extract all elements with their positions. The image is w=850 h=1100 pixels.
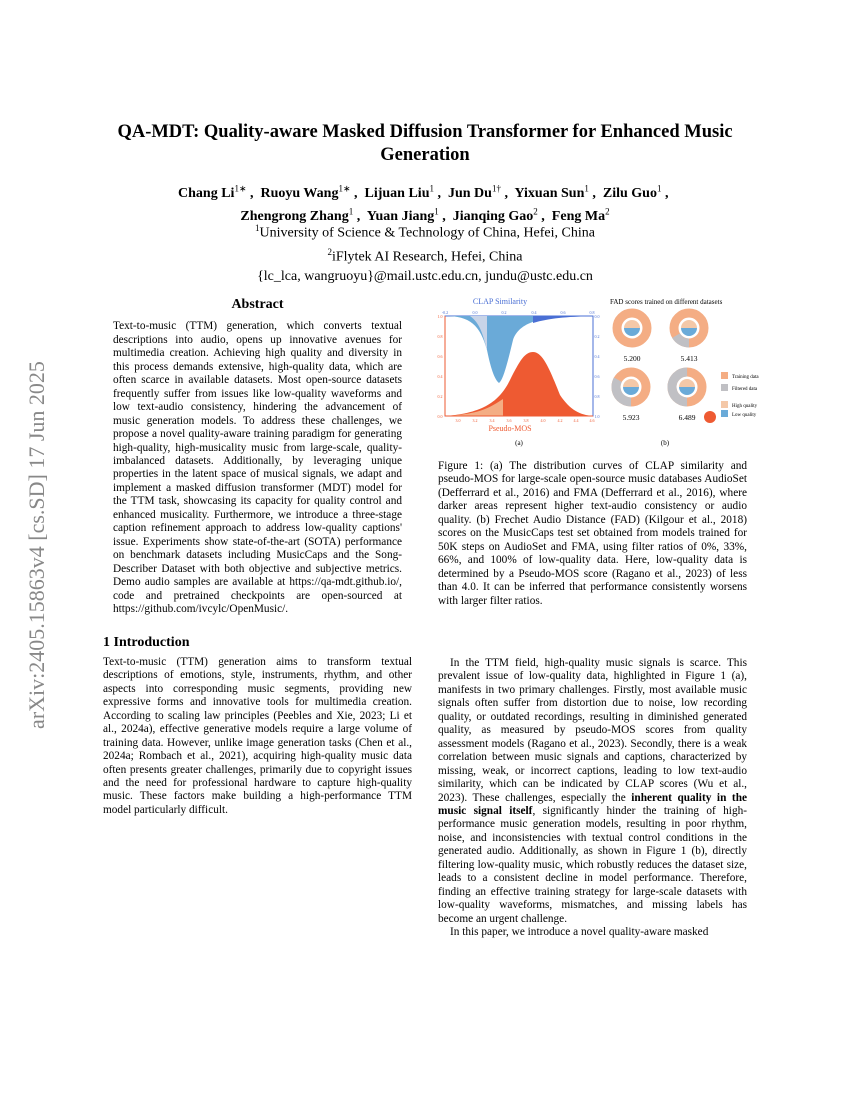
svg-text:0.8: 0.8 bbox=[594, 394, 600, 399]
svg-text:0.2: 0.2 bbox=[501, 310, 507, 315]
svg-text:5.413: 5.413 bbox=[680, 354, 698, 363]
author-name: Zhengrong Zhang$^1$ , bbox=[240, 206, 367, 225]
svg-text:0.0: 0.0 bbox=[437, 414, 443, 419]
affiliation-2: $^2$iFlytek AI Research, Hefei, China bbox=[327, 247, 523, 265]
svg-text:0.6: 0.6 bbox=[560, 310, 566, 315]
intro-paragraph: Text-to-music (TTM) generation aims to transform textual descriptions of emotions, style, instruments, rhythm, and other aspects into corresponding music segments, providing new expressive forms and innovative tools for multimedia creation. According to scaling law principles (Peebles and Xie, 2023; Li et al., 2024a), effective generative models require a large volume of training data. However, unlike image generation tasks (Chen et al., 2024a; Rombach et al., 2021), acquiring high-quality music data often presents greater challenges, primarily due to copyright issues and the need for professional hardware to capture high-quality music. These factors make building a high-performance TTM model particularly difficult. bbox=[103, 655, 412, 816]
svg-text:3.4: 3.4 bbox=[489, 418, 495, 423]
svg-text:0.2: 0.2 bbox=[437, 394, 443, 399]
fad-title: FAD scores trained on different datasets bbox=[610, 298, 723, 306]
svg-text:Filtered data: Filtered data bbox=[732, 387, 758, 392]
author-name: Ruoyu Wang$^{1∗}$ , bbox=[260, 183, 365, 201]
figure-1b-plot bbox=[610, 298, 759, 447]
figure-1 bbox=[425, 295, 785, 450]
emails: {lc_lca, wangruoyu}@mail.ustc.edu.cn, jundu@ustc.edu.cn bbox=[257, 269, 593, 285]
svg-text:Low quality: Low quality bbox=[732, 413, 757, 418]
svg-text:0.4: 0.4 bbox=[531, 310, 537, 315]
svg-text:0.6: 0.6 bbox=[594, 374, 600, 379]
author-name: Jun $Du^{1\dagger}$ , bbox=[447, 183, 515, 201]
affiliations bbox=[100, 219, 750, 287]
svg-text:4.6: 4.6 bbox=[589, 418, 595, 423]
svg-text:4.4: 4.4 bbox=[573, 418, 579, 423]
figure-1a-plot bbox=[438, 297, 600, 447]
svg-text:4.0: 4.0 bbox=[540, 418, 546, 423]
svg-text:0.6: 0.6 bbox=[437, 354, 443, 359]
svg-text:3.6: 3.6 bbox=[506, 418, 512, 423]
affiliation-1: $^1$University of Science & Technology of China, Hefei, China bbox=[255, 223, 595, 241]
svg-text:-0.2: -0.2 bbox=[441, 310, 449, 315]
author-name: Jianqing Gao$^2$ , bbox=[452, 206, 552, 225]
svg-text:6.489: 6.489 bbox=[678, 413, 696, 422]
clap-title: CLAP Similarity bbox=[472, 297, 528, 306]
svg-text:Training data: Training data bbox=[732, 375, 759, 380]
author-name: Lijuan Liu$^1$ , bbox=[364, 183, 448, 201]
author-name: Yuan Jiang$^1$ , bbox=[366, 206, 453, 225]
svg-text:5.200: 5.200 bbox=[623, 354, 641, 363]
subfigure-label-a: (a) bbox=[515, 439, 523, 447]
author-name: Yixuan Sun$^1$ , bbox=[514, 183, 603, 201]
svg-text:0.2: 0.2 bbox=[594, 334, 600, 339]
svg-text:3.2: 3.2 bbox=[472, 418, 478, 423]
left-column bbox=[103, 298, 412, 817]
section-heading-introduction: 1 Introduction bbox=[103, 635, 190, 651]
paper-title: QA-MDT: Quality-aware Masked Diffusion Transformer for Enhanced Music Generation bbox=[117, 122, 733, 165]
svg-text:0.0: 0.0 bbox=[594, 314, 600, 319]
svg-text:0.8: 0.8 bbox=[437, 334, 443, 339]
author-name: Feng Ma$^2$ bbox=[551, 206, 610, 225]
right-column-body: In the TTM field, high-quality music signals is scarce. This prevalent issue of low-quality data, highlighted in Figure 1 (a), manifests in two primary challenges. Firstly, most available music signals often suffer from distortion due to noise, low recording quality, or outdated recordings, resulting in diminished generated quality, as measured by pseudo-MOS scores from quality assessment models (Ragano et al., 2023). Secondly, there is a weak correlation between music signals and captions, characterized by missing, weak, or incorrect captions, leading to low text-audio similarity, which can be indicated by CLAP scores (Wu et al., 2023). These challenges, especially the inherent quality in the music signal itself, significantly hinder the training of high-performance music generation models, resulting in poor rhythm, noise, and inconsistencies with textual control conditions in the generated audio. Additionally, as shown in Figure 1 (b), directly filtering low-quality music, which robustly reduces the dataset size, leads to a consistent decline in model performance. Therefore, finding an effective training strategy for large-scale datasets with low-quality waveforms, mismatches, and missing labels has become an urgent challenge. In this paper, we introduce a novel quality-aware masked bbox=[438, 657, 747, 939]
svg-text:0.8: 0.8 bbox=[589, 310, 595, 315]
svg-text:3.0: 3.0 bbox=[455, 418, 461, 423]
svg-text:High quality: High quality bbox=[732, 404, 758, 409]
svg-text:4.2: 4.2 bbox=[557, 418, 563, 423]
svg-text:0.4: 0.4 bbox=[594, 354, 600, 359]
svg-text:5.923: 5.923 bbox=[622, 413, 640, 422]
pseudo-mos-label: Pseudo-MOS bbox=[488, 424, 532, 433]
arxiv-identifier: arXiv:2405.15863v4 [cs.SD] 17 Jun 2025 bbox=[24, 361, 49, 729]
abstract-heading: Abstract bbox=[231, 297, 284, 312]
subfigure-label-b: (b) bbox=[660, 439, 670, 447]
svg-text:0.0: 0.0 bbox=[472, 310, 478, 315]
svg-text:0.4: 0.4 bbox=[437, 374, 443, 379]
author-name: Zilu Guo$^1$ , bbox=[602, 183, 672, 201]
svg-text:1.0: 1.0 bbox=[437, 314, 443, 319]
svg-text:3.8: 3.8 bbox=[523, 418, 529, 423]
figure-caption: Figure 1: (a) The distribution curves of CLAP similarity and pseudo-MOS for large-scale open-source music databases AudioSet (Defferrard et al., 2016) and FMA (Defferrard et al., 2016), where darker areas represent higher text-audio consistency or audio quality. (b) Frechet Audio Distance (FAD) (Kilgour et al., 2018) scores on the MusicCaps test set obtained from models trained for 50K steps on AudioSet and FMA, using filter ratios of 0%, 33%, 66%, and 100% of low-quality data. Here, low-quality data is determined by a Pseudo-MOS score (Ragano et al., 2023) of less than 4.0. It can be inferred that performance consistently worsens with larger filter ratios. bbox=[438, 460, 748, 607]
abstract-text: Text-to-music (TTM) generation, which converts textual descriptions into audio, opens up innovative avenues for multimedia creation. Achieving high quality and diversity in this process demands extensive, high-quality data, which are often scarce in available datasets. Most open-source datasets frequently suffer from issues like low-quality waveforms and low text-audio consistency, hindering the advancement of music generation models. To address these challenges, we propose a novel quality-aware training paradigm for generating high-quality, high-musicality music from large-scale, quality-imbalanced datasets. Additionally, by leveraging unique properties in the latent space of musical signals, we adapt and implement a masked diffusion transformer (MDT) model for the TTM task, showcasing its capacity for quality control and enhanced musicality. Furthermore, we introduce a three-stage caption refinement approach to address low-quality captions' issue. Experiments show state-of-the-art (SOTA) performance on benchmark datasets including MusicCaps and the Song-Describer Dataset with both objective and subjective metrics. Demo audio samples are available at https://qa-mdt.github.io/, code and pretrained checkpoints are open-sourced at https://github.com/ivcylc/OpenMusic/. bbox=[113, 320, 402, 615]
author-name: Chang $Li^{1∗}$ , bbox=[178, 183, 261, 201]
svg-text:1.0: 1.0 bbox=[594, 414, 600, 419]
